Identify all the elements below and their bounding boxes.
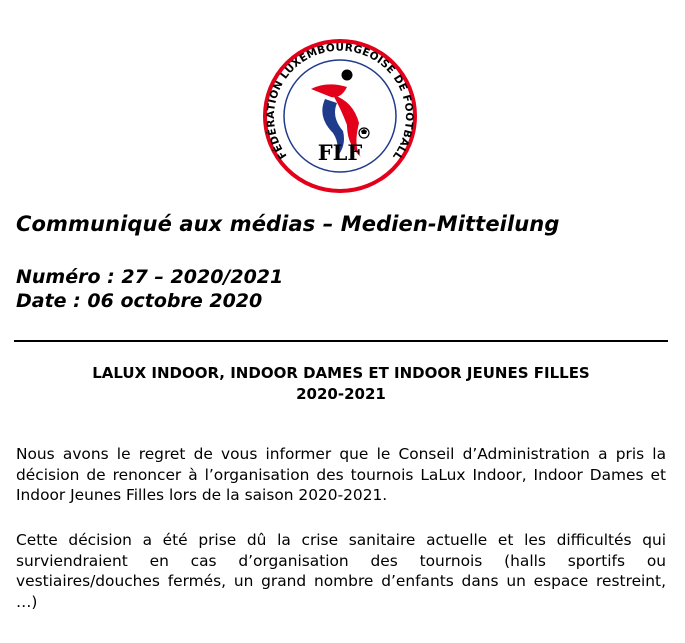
logo-ring-text: FÉDÉRATION LUXEMBOURGEOISE DE FOOTBALL [264,41,416,162]
flf-emblem-icon [261,37,419,195]
headline: Communiqué aux médias – Medien-Mitteilung [16,212,560,236]
document-title: LALUX INDOOR, INDOOR DAMES ET INDOOR JEUNES FILLES [92,364,590,382]
paragraph-1: Nous avons le regret de vous informer que le Conseil d’Administration a pris la décision de renoncer à l’organisation des tournois LaLux Indoor, Indoor Dames et Indoor Jeunes Filles lors de la saison 2020-2021. [16,445,666,505]
paragraph-2: Cette décision a été prise dû la crise sanitaire actuelle et les difficultés qui surviendraient en cas d’organisation des tournois (halls sportifs ou vestiaires/douches fermés, un grand nombre d’enfants dans un espace restreint, …) [16,531,666,612]
document-subtitle: 2020-2021 [296,385,386,403]
flf-logo [261,37,419,195]
release-date: Date : 06 octobre 2020 [16,290,263,312]
horizontal-divider [14,340,668,342]
logo-initials: FLF [317,140,363,165]
release-number: Numéro : 27 – 2020/2021 [16,266,284,288]
